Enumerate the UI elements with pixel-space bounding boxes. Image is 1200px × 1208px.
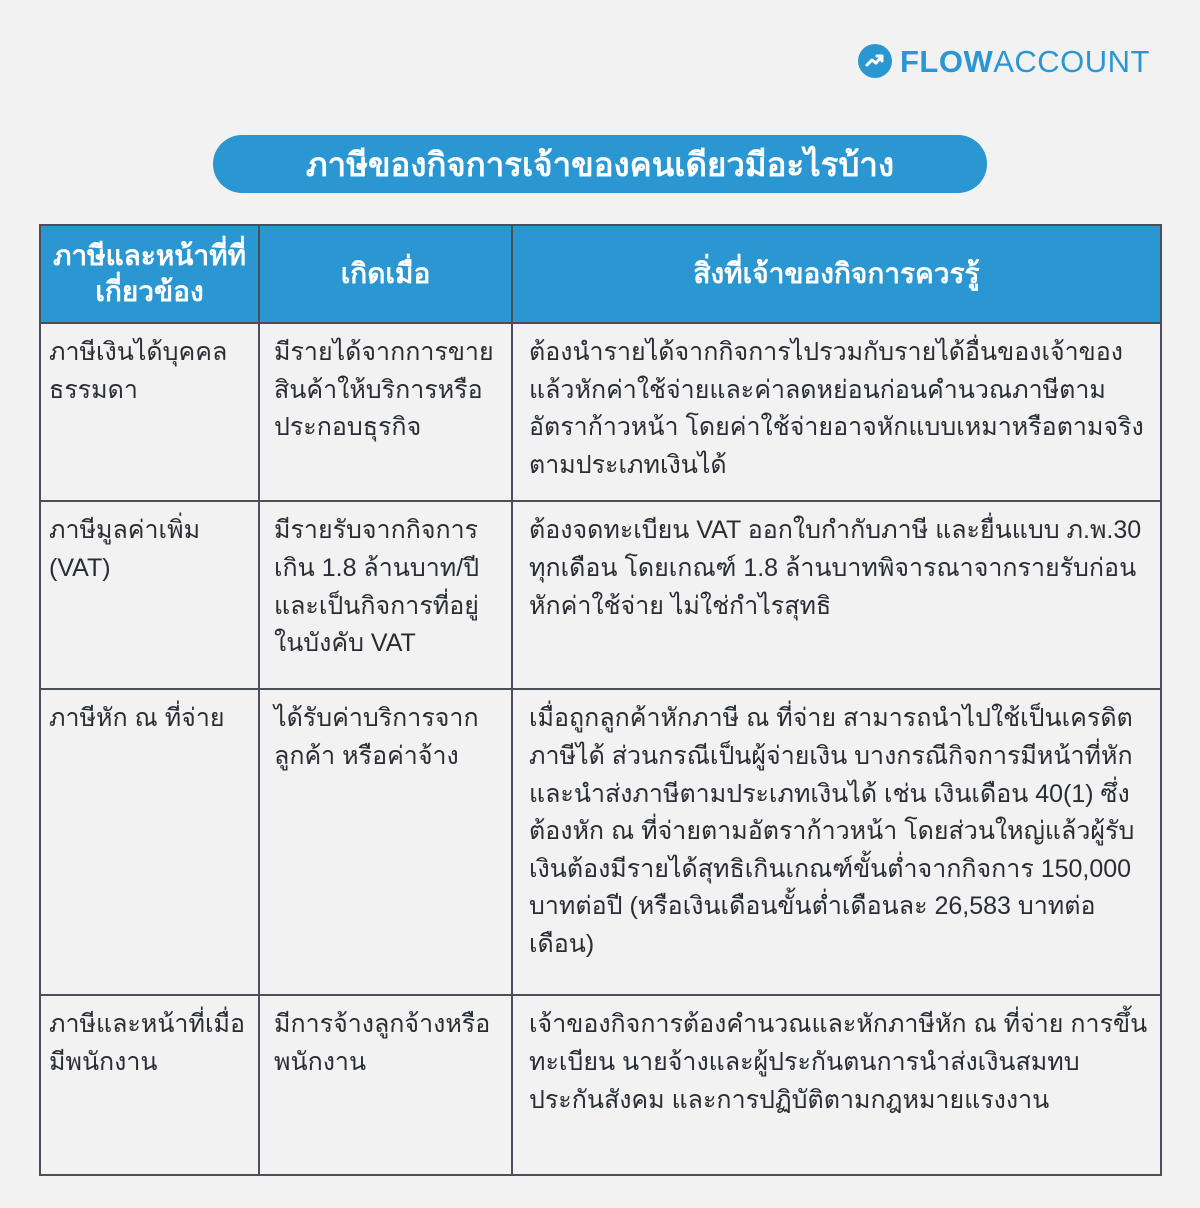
cell-tax: ภาษีและหน้าที่เมื่อมีพนักงาน [40,995,259,1175]
header-tax-duty: ภาษีและหน้าที่ที่เกี่ยวข้อง [40,225,259,323]
logo-wordmark [899,43,1150,79]
cell-tax: ภาษีมูลค่าเพิ่ม (VAT) [40,501,259,689]
cell-when: มีรายรับจากกิจการเกิน 1.8 ล้านบาท/ปี และเป็นกิจการที่อยู่ในบังคับ VAT [259,501,512,689]
cell-when: ได้รับค่าบริการจากลูกค้า หรือค่าจ้าง [259,689,512,995]
table-row [40,995,1161,1175]
logo-text-account: ACCOUNT [993,43,1150,79]
trend-up-arrow-icon [858,44,892,78]
header-occurs-when: เกิดเมื่อ [259,225,512,323]
page-title: ภาษีของกิจการเจ้าของคนเดียวมีอะไรบ้าง [213,135,987,193]
table-row [40,689,1161,995]
table-header-row [40,225,1161,323]
cell-tax: ภาษีเงินได้บุคคลธรรมดา [40,323,259,501]
cell-when: มีรายได้จากการขายสินค้าให้บริการหรือประกอบธุรกิจ [259,323,512,501]
table-row [40,501,1161,689]
table-row [40,323,1161,501]
cell-notes: ต้องนำรายได้จากกิจการไปรวมกับรายได้อื่นของเจ้าของแล้วหักค่าใช้จ่ายและค่าลดหย่อนก่อนคำนวณภาษีตามอัตราก้าวหน้า โดยค่าใช้จ่ายอาจหักแบบเหมาหรือตามจริงตามประเภทเงินได้ [512,323,1161,501]
cell-when: มีการจ้างลูกจ้างหรือพนักงาน [259,995,512,1175]
logo-text-flow: FLOW [899,43,994,79]
flowaccount-logo [858,44,1150,78]
cell-notes: เจ้าของกิจการต้องคำนวณและหักภาษีหัก ณ ที่จ่าย การขึ้นทะเบียน นายจ้างและผู้ประกันตนการนำส่งเงินสมทบประกันสังคม และการปฏิบัติตามกฎหมายแรงงาน [512,995,1161,1175]
tax-table [39,224,1162,1176]
cell-tax: ภาษีหัก ณ ที่จ่าย [40,689,259,995]
cell-notes: เมื่อถูกลูกค้าหักภาษี ณ ที่จ่าย สามารถนำไปใช้เป็นเครดิตภาษีได้ ส่วนกรณีเป็นผู้จ่ายเงิน บางกรณีกิจการมีหน้าที่หักและนำส่งภาษีตามประเภทเงินได้ เช่น เงินเดือน 40(1) ซึ่งต้องหัก ณ ที่จ่ายตามอัตราก้าวหน้า โดยส่วนใหญ่แล้วผู้รับเงินต้องมีรายได้สุทธิเกินเกณฑ์ขั้นต่ำจากกิจการ 150,000 บาทต่อปี (หรือเงินเดือนขั้นต่ำเดือนละ 26,583 บาทต่อเดือน) [512,689,1161,995]
cell-notes: ต้องจดทะเบียน VAT ออกใบกำกับภาษี และยื่นแบบ ภ.พ.30 ทุกเดือน โดยเกณฑ์ 1.8 ล้านบาทพิจารณาจากรายรับก่อนหักค่าใช้จ่าย ไม่ใช่กำไรสุทธิ [512,501,1161,689]
header-owner-should-know: สิ่งที่เจ้าของกิจการควรรู้ [512,225,1161,323]
